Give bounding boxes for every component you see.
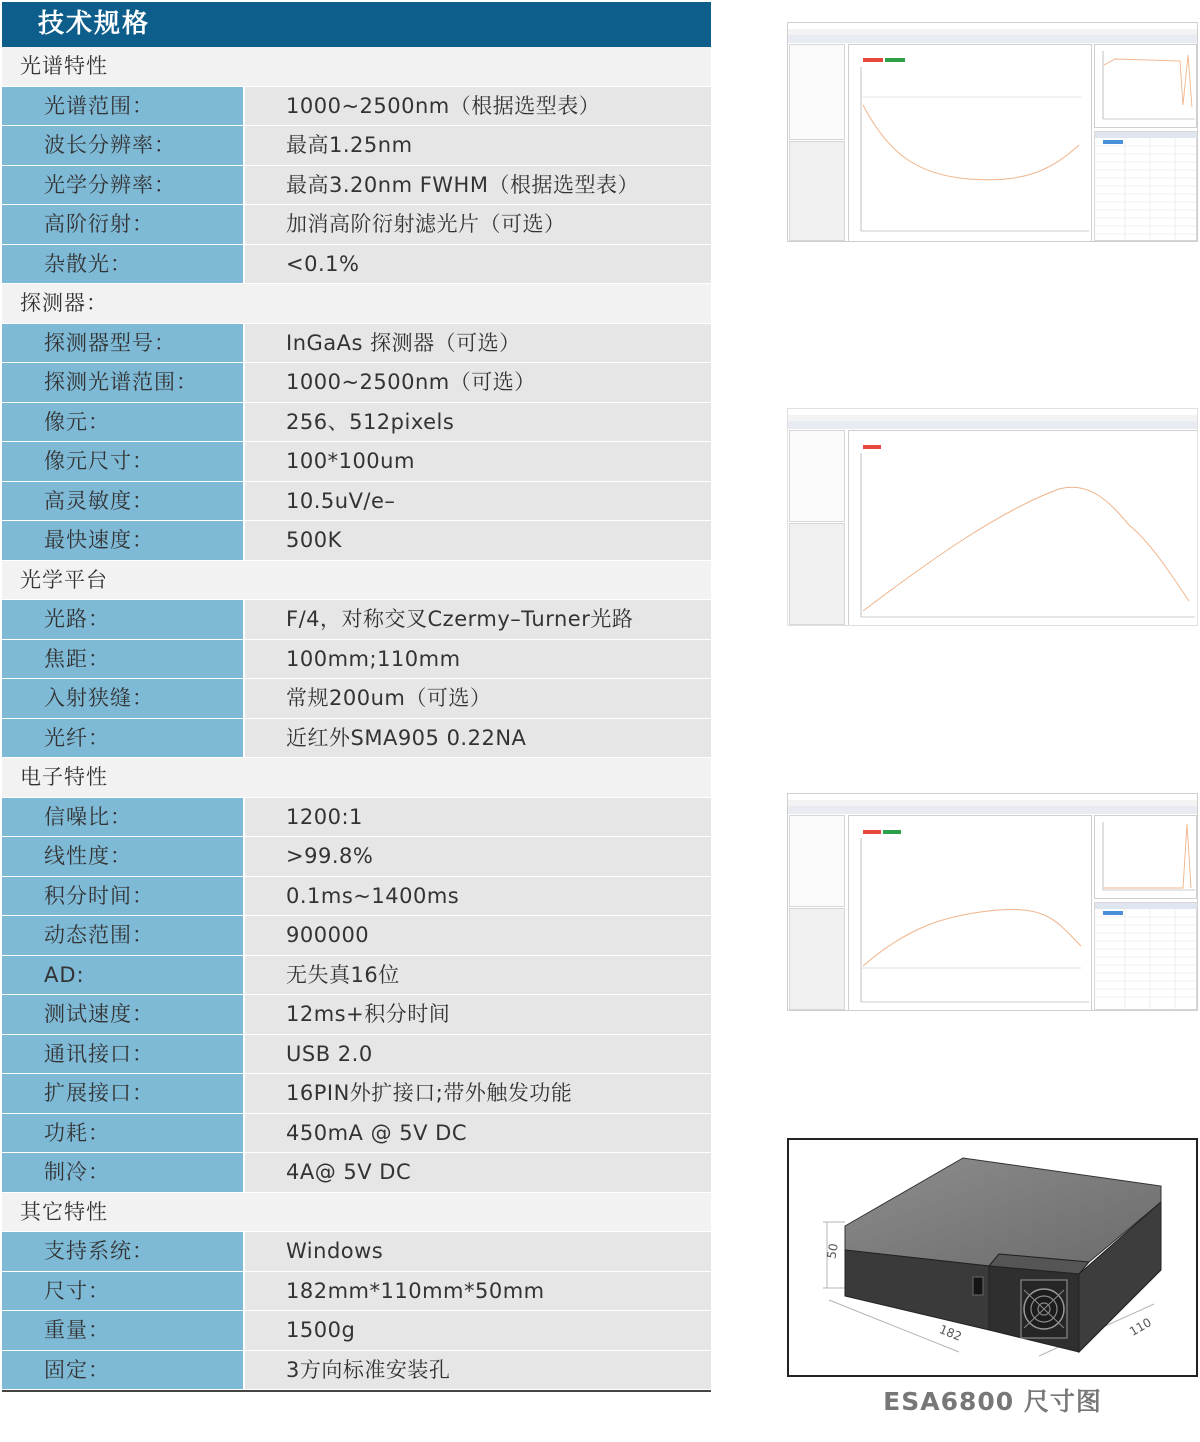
- spec-key: 制冷：: [2, 1153, 245, 1192]
- data-table-graphic: [1095, 903, 1198, 1011]
- spec-key: 固定：: [2, 1351, 245, 1390]
- spec-value: F/4，对称交叉Czermy–Turner光路: [245, 600, 711, 639]
- spec-key: 测试速度：: [2, 995, 245, 1034]
- spec-row: [2, 126, 711, 166]
- fan-graphic: [1021, 1280, 1067, 1338]
- spec-key: 光路：: [2, 600, 245, 639]
- spec-value: 4A@ 5V DC: [245, 1153, 711, 1192]
- device-tree-panel: [789, 815, 845, 907]
- spec-key: 最快速度：: [2, 521, 245, 560]
- spec-key: 像元尺寸：: [2, 442, 245, 481]
- spec-value: 近红外SMA905 0.22NA: [245, 719, 711, 758]
- spec-row: [2, 916, 711, 956]
- section-header: 探测器：: [2, 284, 711, 324]
- spec-row: [2, 1311, 711, 1351]
- spec-value: 10.5uV/e–: [245, 482, 711, 521]
- spectrum-plot: [848, 44, 1092, 242]
- spec-row: [2, 403, 711, 443]
- data-table-graphic: [1095, 132, 1198, 242]
- dimension-width-label: 110: [1127, 1315, 1154, 1339]
- spec-row: [2, 1232, 711, 1272]
- spec-key: 高阶衍射：: [2, 205, 245, 244]
- spec-row: [2, 719, 711, 759]
- software-screenshot-2: [787, 408, 1198, 626]
- spec-value: 182mm*110mm*50mm: [245, 1272, 711, 1311]
- spec-value: InGaAs 探测器（可选）: [245, 324, 711, 363]
- spec-row: [2, 363, 711, 403]
- spec-value: 450mA @ 5V DC: [245, 1114, 711, 1153]
- spectra-list-panel: [789, 523, 845, 625]
- spec-row: [2, 877, 711, 917]
- spec-key: 杂散光：: [2, 245, 245, 284]
- spec-row: [2, 87, 711, 127]
- spec-key: 线性度：: [2, 837, 245, 876]
- spec-row: [2, 245, 711, 285]
- software-screenshot-3: [787, 793, 1198, 1011]
- section-header: 其它特性: [2, 1193, 711, 1233]
- spectrum-plot: [848, 430, 1198, 626]
- spec-row: [2, 1074, 711, 1114]
- section-header: 光学平台: [2, 561, 711, 601]
- mini-curve-graphic: [1095, 816, 1198, 900]
- spec-row: [2, 521, 711, 561]
- spec-key: 焦距：: [2, 640, 245, 679]
- spec-row: [2, 956, 711, 996]
- data-table-panel: [1094, 131, 1197, 241]
- software-screenshot-1: [787, 22, 1198, 242]
- spec-key: 扩展接口：: [2, 1074, 245, 1113]
- spec-key: 波长分辨率：: [2, 126, 245, 165]
- spec-key: 功耗：: [2, 1114, 245, 1153]
- spec-body: [2, 47, 711, 1390]
- spec-value: <0.1%: [245, 245, 711, 284]
- mini-plot: [1094, 815, 1197, 899]
- spec-key: 动态范围：: [2, 916, 245, 955]
- spec-row: [2, 1351, 711, 1391]
- spec-key: 积分时间：: [2, 877, 245, 916]
- spec-row: [2, 482, 711, 522]
- spec-value: 900000: [245, 916, 711, 955]
- spec-row: [2, 324, 711, 364]
- spectra-list-panel: [789, 141, 845, 241]
- dimension-length-label: 182: [937, 1322, 964, 1344]
- spec-row: [2, 798, 711, 838]
- spec-key: AD:: [2, 956, 245, 995]
- spec-title: 技术规格: [2, 2, 711, 47]
- spec-value: 最高1.25nm: [245, 126, 711, 165]
- device-3d-render: [789, 1140, 1196, 1375]
- spec-row: [2, 205, 711, 245]
- table-bottom-rule: [2, 1390, 711, 1392]
- spec-key: 光谱范围：: [2, 87, 245, 126]
- spec-row: [2, 1272, 711, 1312]
- spec-value: Windows: [245, 1232, 711, 1271]
- spec-key: 尺寸：: [2, 1272, 245, 1311]
- spec-row: [2, 837, 711, 877]
- dimension-drawing: [787, 1138, 1198, 1377]
- mini-curve-graphic: [1095, 45, 1198, 129]
- data-table-panel: [1094, 902, 1197, 1010]
- spec-table: [2, 2, 711, 1392]
- spec-key: 高灵敏度：: [2, 482, 245, 521]
- spec-row: [2, 442, 711, 482]
- spec-key: 探测光谱范围：: [2, 363, 245, 402]
- spec-row: [2, 1114, 711, 1154]
- device-tree-panel: [789, 44, 845, 140]
- spec-value: 加消高阶衍射滤光片（可选）: [245, 205, 711, 244]
- spectrum-curve-graphic: [849, 816, 1093, 1011]
- spec-value: 12ms+积分时间: [245, 995, 711, 1034]
- device-tree-panel: [789, 430, 845, 522]
- spec-value: 常规200um（可选）: [245, 679, 711, 718]
- section-header: 电子特性: [2, 758, 711, 798]
- spectrum-curve-graphic: [849, 431, 1198, 626]
- spec-key: 支持系统：: [2, 1232, 245, 1271]
- spec-value: USB 2.0: [245, 1035, 711, 1074]
- dimension-height-label: 50: [824, 1242, 841, 1260]
- spec-row: [2, 679, 711, 719]
- spectrum-plot: [848, 815, 1092, 1011]
- spec-row: [2, 640, 711, 680]
- spectrum-curve-graphic: [849, 45, 1093, 242]
- spec-value: >99.8%: [245, 837, 711, 876]
- spec-key: 光学分辨率：: [2, 166, 245, 205]
- spec-key: 重量：: [2, 1311, 245, 1350]
- spec-value: 100*100um: [245, 442, 711, 481]
- spec-value: 1000~2500nm（根据选型表）: [245, 87, 711, 126]
- spec-key: 入射狭缝：: [2, 679, 245, 718]
- spec-value: 3方向标准安装孔: [245, 1351, 711, 1390]
- spec-key: 像元：: [2, 403, 245, 442]
- spec-key: 信噪比：: [2, 798, 245, 837]
- spec-key: 光纤：: [2, 719, 245, 758]
- spec-row: [2, 600, 711, 640]
- spec-value: 100mm;110mm: [245, 640, 711, 679]
- spec-value: 1500g: [245, 1311, 711, 1350]
- spec-value: 1200:1: [245, 798, 711, 837]
- spec-value: 无失真16位: [245, 956, 711, 995]
- mini-plot: [1094, 44, 1197, 128]
- spec-key: 通讯接口：: [2, 1035, 245, 1074]
- toolbar: [788, 806, 1197, 814]
- spec-key: 探测器型号：: [2, 324, 245, 363]
- spec-row: [2, 166, 711, 206]
- spec-row: [2, 1153, 711, 1193]
- spec-value: 16PIN外扩接口;带外触发功能: [245, 1074, 711, 1113]
- spec-value: 最高3.20nm FWHM（根据选型表）: [245, 166, 711, 205]
- spec-row: [2, 995, 711, 1035]
- toolbar: [788, 421, 1197, 429]
- toolbar: [788, 35, 1197, 43]
- spec-value: 256、512pixels: [245, 403, 711, 442]
- spec-value: 1000~2500nm（可选）: [245, 363, 711, 402]
- spec-row: [2, 1035, 711, 1075]
- spectra-list-panel: [789, 908, 845, 1010]
- dimension-caption: ESA6800 尺寸图: [883, 1387, 1102, 1416]
- spec-value: 0.1ms~1400ms: [245, 877, 711, 916]
- spec-value: 500K: [245, 521, 711, 560]
- section-header: 光谱特性: [2, 47, 711, 87]
